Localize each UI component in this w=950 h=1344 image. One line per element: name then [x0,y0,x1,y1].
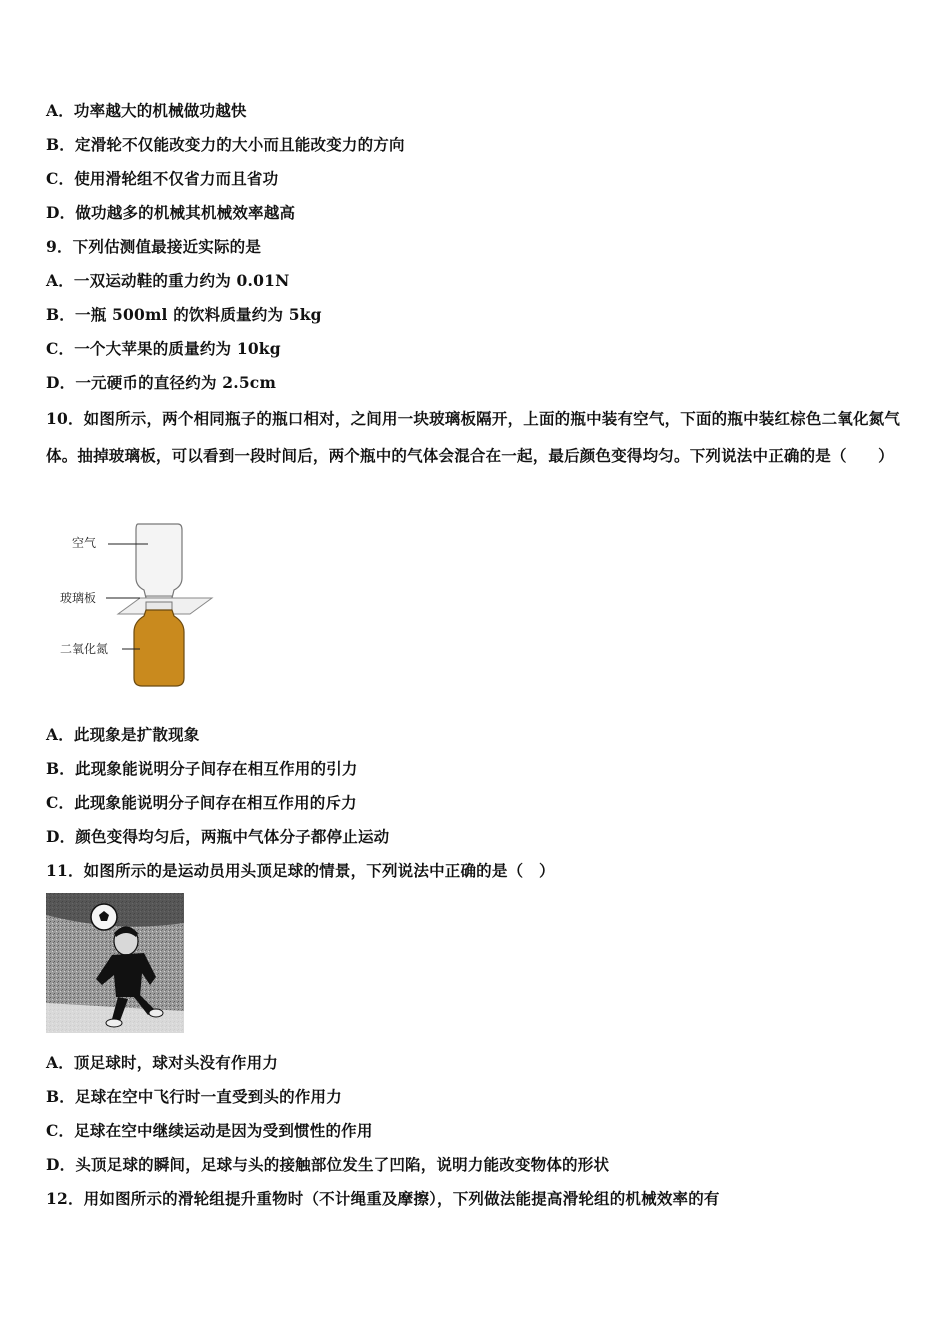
q11-option-c: C．足球在空中继续运动是因为受到惯性的作用 [46,1121,373,1140]
q10-bottles-figure [56,518,216,690]
q10-option-c: C．此现象能说明分子间存在相互作用的斥力 [46,793,357,812]
q11-option-d: D．头顶足球的瞬间，足球与头的接触部位发生了凹陷，说明力能改变物体的形状 [46,1155,610,1174]
q11-option-a: A．顶足球时，球对头没有作用力 [46,1053,279,1072]
label-no2: 二氧化氮 [60,642,109,656]
q9-option-d: D．一元硬币的直径约为 2.5cm [46,373,277,392]
label-air: 空气 [72,536,97,550]
q8-option-c: C．使用滑轮组不仅省力而且省功 [46,169,279,188]
q12-stem: 12．用如图所示的滑轮组提升重物时（不计绳重及摩擦），下列做法能提高滑轮组的机械效率的有 [46,1189,720,1208]
q10-option-d: D．颜色变得均匀后，两瓶中气体分子都停止运动 [46,827,390,846]
q10-option-b: B．此现象能说明分子间存在相互作用的引力 [46,759,358,778]
q9-option-b: B．一瓶 500ml 的饮料质量约为 5kg [46,305,322,324]
lower-bottle-no2 [134,602,184,686]
q11-stem: 11．如图所示的是运动员用头顶足球的情景，下列说法中正确的是（ ） [46,861,555,880]
q10-stem: 10．如图所示，两个相同瓶子的瓶口相对，之间用一块玻璃板隔开，上面的瓶中装有空气，下面的瓶中装红棕色二氧化氮气体。抽掉玻璃板，可以看到一段时间后，两个瓶中的气体会混合在一起，最后颜色变得均匀。下列说法中正确的是（ ） [46,409,901,465]
label-glass-plate: 玻璃板 [60,591,97,605]
q10-option-a: A．此现象是扩散现象 [46,725,200,744]
q8-option-b: B．定滑轮不仅能改变力的大小而且能改变力的方向 [46,135,405,154]
q11-heading-ball-photo [46,893,184,1033]
upper-bottle-air [136,524,182,602]
q9-option-c: C．一个大苹果的质量约为 10kg [46,339,281,358]
q9-option-a: A．一双运动鞋的重力约为 0.01N [46,271,290,290]
q11-option-b: B．足球在空中飞行时一直受到头的作用力 [46,1087,342,1106]
q8-option-a: A．功率越大的机械做功越快 [46,101,247,120]
q8-option-d: D．做功越多的机械其机械效率越高 [46,203,296,222]
q9-stem: 9．下列估测值最接近实际的是 [46,237,262,256]
